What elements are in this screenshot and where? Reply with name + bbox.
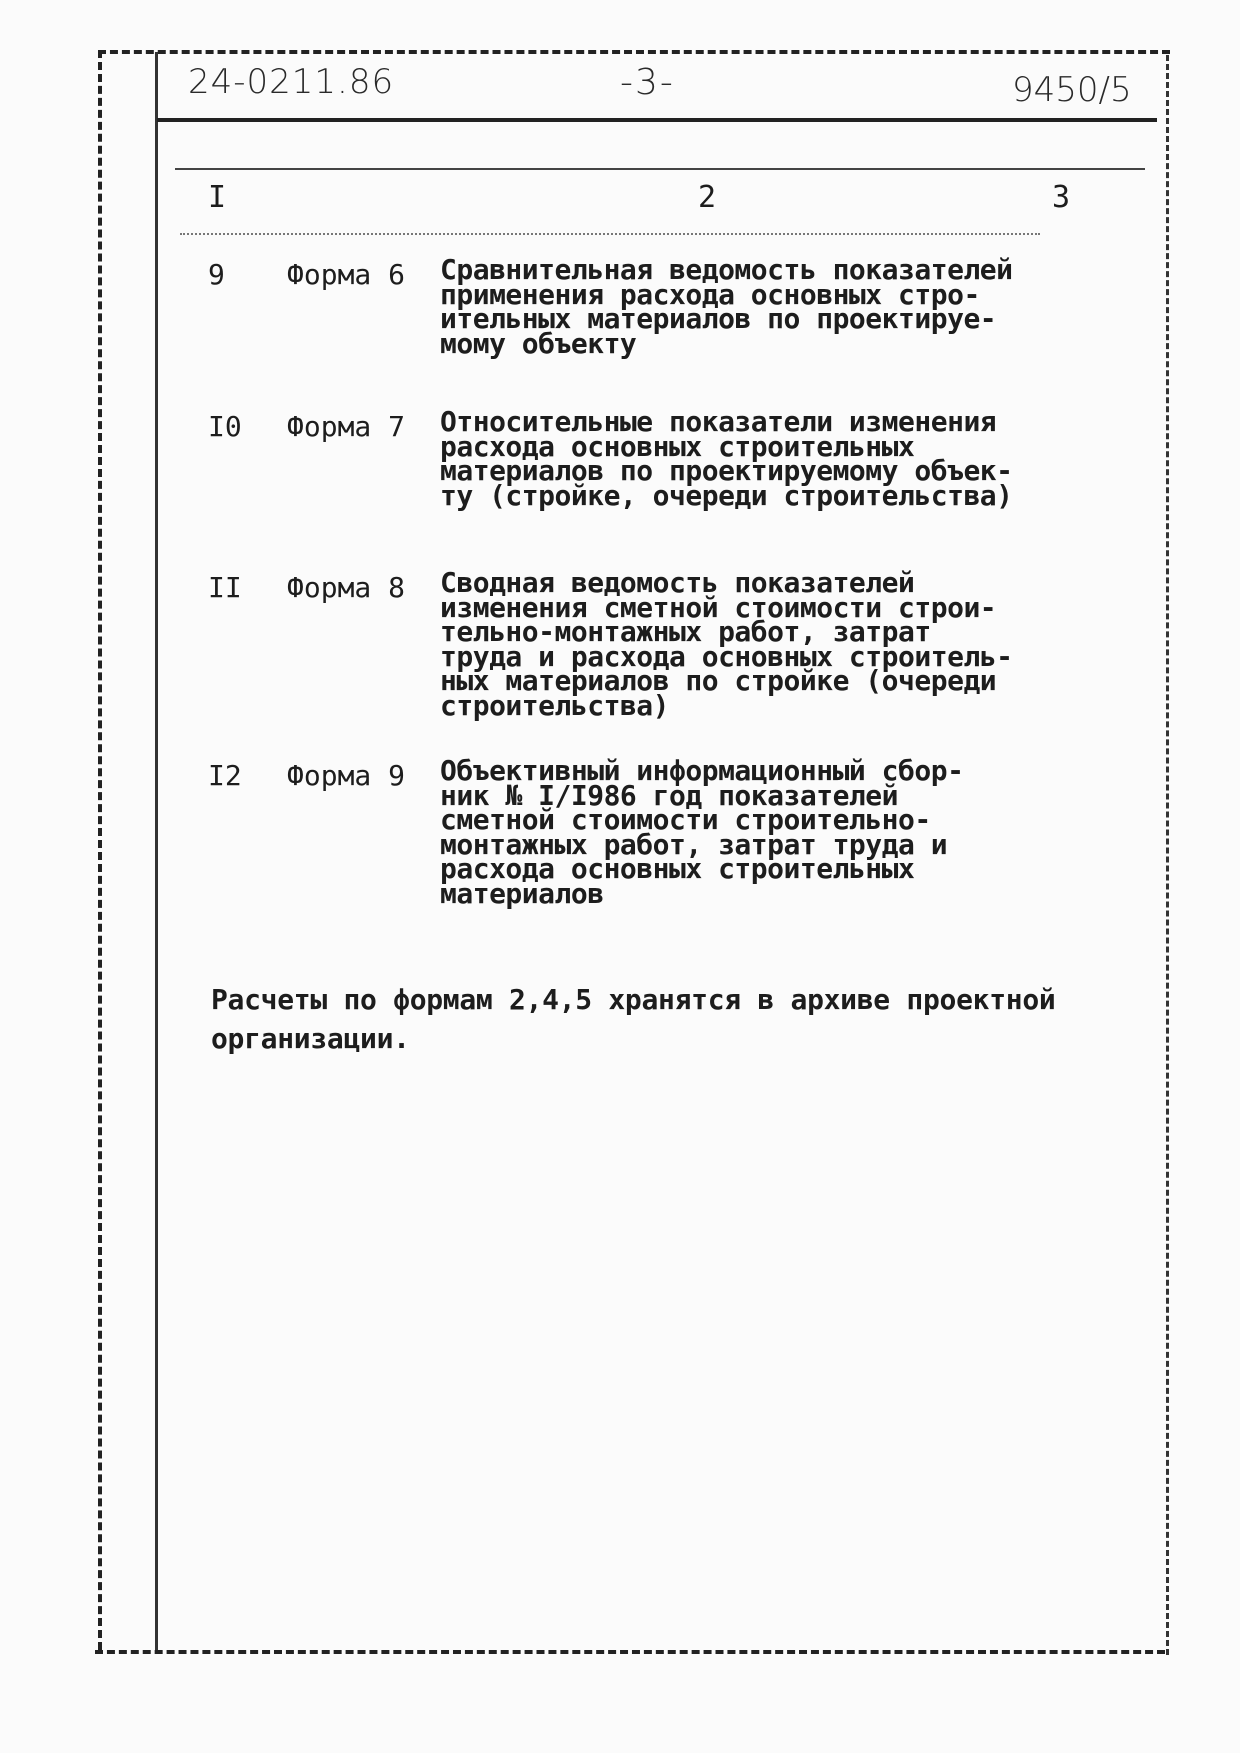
form-label: Форма 7 bbox=[287, 410, 406, 443]
frame-bottom-border bbox=[95, 1650, 1165, 1654]
column-header-3: 3 bbox=[1052, 180, 1071, 215]
form-label: Форма 6 bbox=[287, 258, 406, 291]
row-number: I2 bbox=[208, 759, 242, 792]
form-label: Форма 8 bbox=[287, 571, 406, 604]
row-description: Сводная ведомость показателей изменения сметной стоимости строи- тельно-монтажных работ, затрат труда и расхода основных строитель- ных материалов по стройке (очереди строительства) bbox=[440, 566, 1013, 722]
row-number: 9 bbox=[208, 258, 225, 291]
frame-right-border bbox=[1166, 55, 1169, 1655]
row-number: I0 bbox=[208, 410, 242, 443]
archive-note: Расчеты по формам 2,4,5 хранятся в архиве проектной организации. bbox=[211, 983, 1056, 1055]
row-description: Объективный информационный сбор- ник № I/I986 год показателей сметной стоимости строительно- монтажных работ, затрат труда и расхода основных строительных материалов bbox=[440, 754, 964, 910]
table-header-rule bbox=[180, 233, 1040, 235]
frame-left-border bbox=[98, 50, 102, 1650]
page-number: -3- bbox=[620, 62, 675, 103]
table-top-rule bbox=[175, 168, 1145, 170]
form-label: Форма 9 bbox=[287, 759, 406, 792]
column-header-1: I bbox=[208, 180, 227, 215]
header-rule bbox=[157, 118, 1157, 122]
row-description: Относительные показатели изменения расхода основных строительных материалов по проектируемому объек- ту (стройке, очереди строительства) bbox=[440, 405, 1013, 512]
row-description: Сравнительная ведомость показателей применения расхода основных стро- ительных материалов по проектируе- мому объекту bbox=[440, 253, 1013, 360]
row-number: II bbox=[208, 571, 242, 604]
column-header-2: 2 bbox=[698, 180, 717, 215]
document-code: 24-0211.86 bbox=[188, 62, 395, 102]
frame-top-border bbox=[98, 50, 1170, 54]
binding-margin-line bbox=[155, 52, 158, 1652]
sheet-reference: 9450/5 bbox=[1012, 70, 1132, 110]
